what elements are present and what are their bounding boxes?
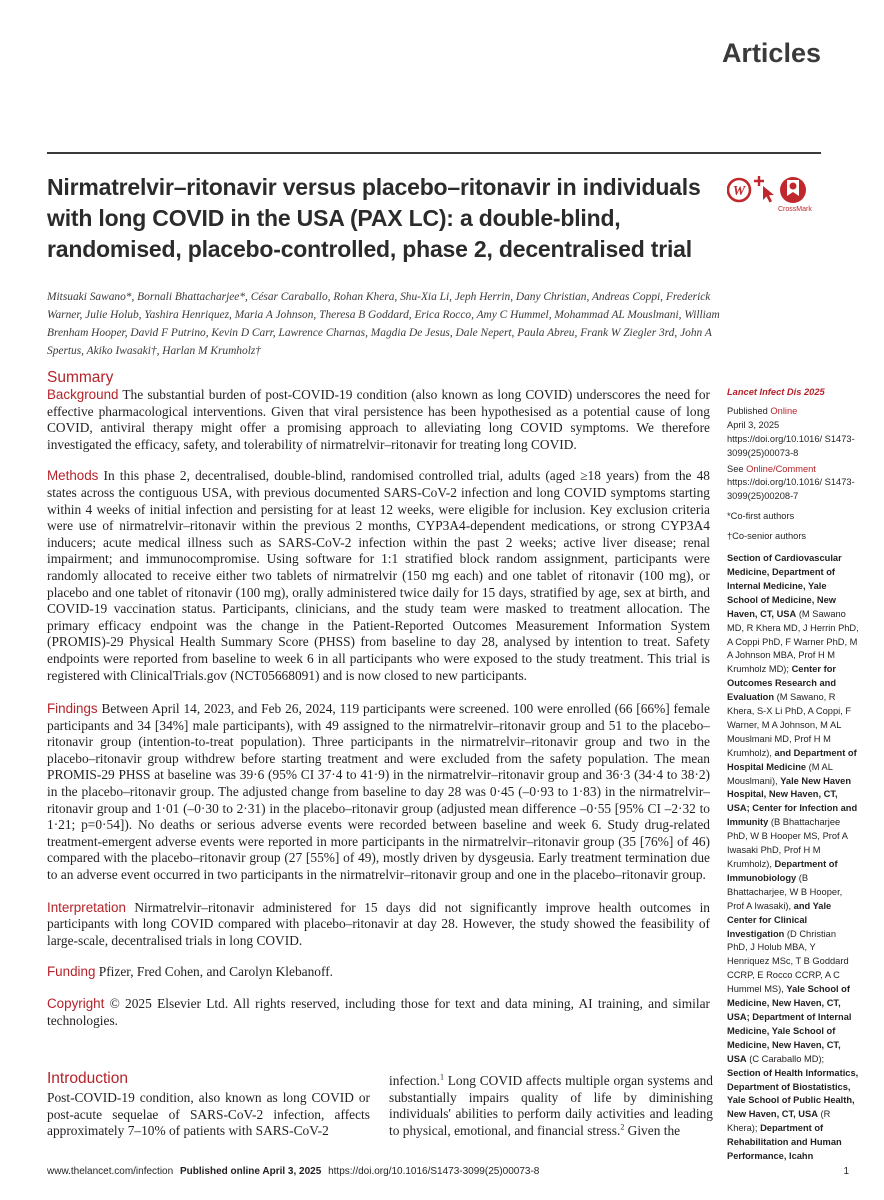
affiliation-segment: Center for Outcomes Research and Evaluation	[727, 664, 837, 703]
background-text: The substantial burden of post-COVID-19 condition (also known as long COVID) underscores the need for effective pharmacological interventions. Given that viral persistence has been hypothesised as a potential cause of long COVID, antiviral therapy might offer a promising approach to alleviating long COVID symptoms. We therefore investigated the efficacy, safety, and tolerability of nirmatrelvir–ritonavir for treating long COVID.	[47, 387, 710, 452]
funding-text: Pfizer, Fred Cohen, and Carolyn Klebanoff.	[98, 964, 334, 980]
add-cursor-icon	[754, 176, 774, 203]
comment-link[interactable]: Online/Comment	[746, 463, 816, 474]
open-access-icon	[728, 179, 750, 201]
svg-text:W: W	[732, 184, 746, 199]
funding-section	[47, 964, 710, 981]
see-comment-line: See Online/Comment	[727, 463, 816, 474]
footer-doi-link[interactable]: https://doi.org/10.1016/S1473-3099(25)00073-8	[328, 1166, 540, 1177]
affiliation-segment: Yale New Haven Hospital, New Haven, CT, USA; Center for Infection and Immunity	[727, 775, 858, 828]
sidebar	[727, 386, 859, 1164]
reference-2[interactable]: 2	[620, 1122, 625, 1132]
abstract	[47, 387, 710, 1029]
crossmark-badges[interactable]	[727, 172, 813, 222]
journal-site-link[interactable]: www.thelancet.com/infection	[47, 1166, 174, 1177]
affiliation-segment: Section of Cardiovascular Medicine, Department of Internal Medicine, Yale School of Medicine, New Haven, CT, USA	[727, 553, 842, 619]
methods-label: Methods	[47, 468, 99, 484]
affiliation-segment: and Department of Hospital Medicine	[727, 747, 857, 772]
reference-1[interactable]: 1	[439, 1072, 444, 1082]
affiliation-segment: (B Bhattacharjee, W B Hooper, Prof A Iwasaki),	[727, 872, 843, 911]
comment-doi-link[interactable]: https://doi.org/10.1016/ S1473-3099(25)00208-7	[727, 477, 855, 502]
affiliation-segment: Department of Rehabilitation and Human Performance, Icahn	[727, 1123, 842, 1162]
affiliations	[727, 552, 859, 1164]
affiliation-segment: (M Sawano MD, R Khera MD, J Herrin PhD, A Coppi PhD, F Warner PhD, M A Johnson MBA, Prof H M Krumholz MD);	[727, 608, 859, 675]
background-section	[47, 387, 710, 453]
publication-date: April 3, 2025	[727, 419, 780, 430]
affiliation-segment: Yale School of Medicine, New Haven, CT, USA; Department of Internal Medicine, Yale School of Medicine, New Haven, CT, USA	[727, 984, 852, 1064]
copyright-section	[47, 996, 710, 1029]
interpretation-section	[47, 900, 710, 950]
footer	[47, 1166, 539, 1177]
summary-heading: Summary	[47, 369, 114, 386]
article-title: Nirmatrelvir–ritonavir versus placebo–ritonavir in individuals with long COVID in the USA (PAX LC): a double-blind, randomised, placebo-controlled, phase 2, decentralised trial	[47, 174, 701, 262]
page-number: 1	[843, 1166, 849, 1177]
affiliation-segment: (M Sawano, R Khera, S-X Li PhD, A Coppi, F Warner, M A Johnson, M AL Mouslmani MD, Prof H M Krumholz),	[727, 692, 852, 758]
cofirst-note: *Co-first authors	[727, 511, 795, 522]
affiliation-segment: (R Khera);	[727, 1109, 831, 1134]
affiliation-segment: (C Caraballo MD);	[746, 1053, 825, 1064]
introduction-column-1: Post-COVID-19 condition, also known as long COVID or post-acute sequelae of SARS-CoV-2 infection, affects approximately 7–10% of patients with SARS-CoV-2	[47, 1090, 370, 1139]
findings-label: Findings	[47, 701, 98, 717]
published-line: Published Online	[727, 405, 798, 416]
affiliation-segment: and Yale Center for Clinical Investigation	[727, 900, 832, 939]
top-rule	[47, 152, 821, 154]
findings-text: Between April 14, 2023, and Feb 26, 2024, 119 participants were screened. 100 were enrolled (66 [66%] female participants and 34 [34%] male participants), with 49 assigned to the nirmatrelvir–ritonavir group and 51 to the placebo–ritonavir group (intention-to-treat population). Three participants in the nirmatrelvir–ritonavir group and two in the placebo–ritonavir group withdrew before starting treatment and were excluded from the safety population. The mean PROMIS-29 PHSS at baseline was 39·6 (95% CI 37·4 to 41·9) in the nirmatrelvir–ritonavir group and 36·3 (34·4 to 38·2) in the placebo–ritonavir group. The adjusted change from baseline to day 28 was 0·45 (–0·93 to 1·83) in the nirmatrelvir–ritonavir group and 1·01 (–0·30 to 2·31) in the placebo–ritonavir group (adjusted mean difference –0·55 [95% CI –2·32 to 1·21; p=0·54]). No deaths or serious adverse events were recorded between baseline and week 6. Study drug-related treatment-emergent adverse events were reported in more participants in the nirmatrelvir–ritonavir group (35 [76%] of 46) compared with the placebo–ritonavir group (27 [55%] of 49), mostly driven by dysgeusia. Early treatment termination due to an adverse event occurred in two participants in the nirmatrelvir–ritonavir group and one in the placebo–ritonavir group.	[47, 701, 710, 883]
affiliation-segment: Department of Immunobiology	[727, 859, 838, 883]
copyright-text: © 2025 Elsevier Ltd. All rights reserved, including those for text and data mining, AI training, and similar technologies.	[47, 996, 710, 1028]
doi-link[interactable]: https://doi.org/10.1016/ S1473-3099(25)00073-8	[727, 433, 855, 458]
crossmark-label: CrossMark	[778, 206, 812, 213]
cosenior-note: †Co-senior authors	[727, 531, 807, 542]
crossmark-icon	[780, 177, 806, 203]
findings-section	[47, 701, 710, 884]
affiliation-segment: (D Christian PhD, J Holub MBA, Y Henriquez MSc, T B Goddard CCRP, E Rocco CCRP, A C Hummel MS),	[727, 928, 849, 995]
online-link[interactable]: Online	[770, 405, 798, 416]
introduction-heading: Introduction	[47, 1070, 128, 1087]
background-label: Background	[47, 387, 119, 402]
affiliation-segment: (B Bhattacharjee PhD, W B Hooper MS, Prof A Iwasaki PhD, Prof H M Krumholz),	[727, 817, 848, 869]
methods-text: In this phase 2, decentralised, double-blind, randomised controlled trial, adults (aged ≥18 years) from the 48 states across the contiguous USA, with previous documented SARS-CoV-2 infection and long COVID symptoms starting within 4 weeks of initial infection and persisting for at least 12 weeks, were eligible for inclusion. Key exclusion criteria were use of nirmatrelvir–ritonavir within the previous 2 months, CYP3A4-dependent medications, or strong CYP3A4 inducers; acute medical illness such as SARS-CoV-2 infection within the past 2 weeks; active liver disease; renal impairment; and immunocompromise. Using software for 1:1 stratified block random assignment, participants were randomly allocated to receive either two tablets of nirmatrelvir (150 mg each) and one tablet of ritonavir (100 mg), or placebo and one tablet of ritonavir (100 mg), orally administered twice daily for 15 days, stratified by age, sex at birth, and COVID-19 vaccination status. Participants, clinicians, and the study team were masked to treatment allocation. The primary efficacy endpoint was the change in the Patient-Reported Outcomes Measurement Information System (PROMIS)-29 Physical Health Summary Score (PHSS) from baseline to day 28, analysed by intention to treat. Safety endpoints were reported from baseline to week 6 in all participants who were exposed to the study treatment. This trial is registered with ClinicalTrials.gov (NCT05668091) and is now closed to new participants.	[47, 468, 710, 683]
methods-section	[47, 468, 710, 684]
interpretation-text: Nirmatrelvir–ritonavir administered for 15 days did not significantly improve health outcomes in participants with long COVID compared with placebo–ritonavir at day 28. However, the study showed the feasibility of large-scale, decentralised trials in long COVID.	[47, 899, 710, 948]
funding-label: Funding	[47, 964, 96, 980]
section-label: Articles	[721, 38, 821, 68]
author-list: Mitsuaki Sawano*, Bornali Bhattacharjee*, César Caraballo, Rohan Khera, Shu-Xia Li, Jeph Herrin, Dany Christian, Andreas Coppi, Frederick Warner, Julie Holub, Yashira Henriquez, Maria A Johnson, Theresa B Goddard, Erica Rocco, Amy C Hummel, Mohammad AL Mouslmani, William Brenham Hooper, David F Putrino, Kevin D Carr, Lawrence Charnas, Magdia De Jesus, Dale Nepert, Paula Abreu, Frank W Ziegler 3rd, John A Spertus, Akiko Iwasaki†, Harlan M Krumholz†	[47, 291, 720, 357]
affiliation-segment: (M AL Mouslmani),	[727, 761, 833, 786]
copyright-label: Copyright	[47, 996, 105, 1011]
published-online-note: Published online April 3, 2025	[179, 1166, 322, 1177]
interpretation-label: Interpretation	[47, 899, 126, 915]
introduction-column-2: infection.$^1$ Long COVID affects multiple organ systems and substantially impairs quality of life by diminishing individuals' abilities to perform daily activities and leading to physical, emotional, and financial stress.$^2$ Given the	[389, 1072, 713, 1138]
journal-citation: Lancet Infect Dis 2025	[727, 387, 825, 397]
affiliation-segment: Section of Health Informatics, Department of Biostatistics, Yale School of Public Health, New Haven, CT, USA	[727, 1067, 859, 1120]
